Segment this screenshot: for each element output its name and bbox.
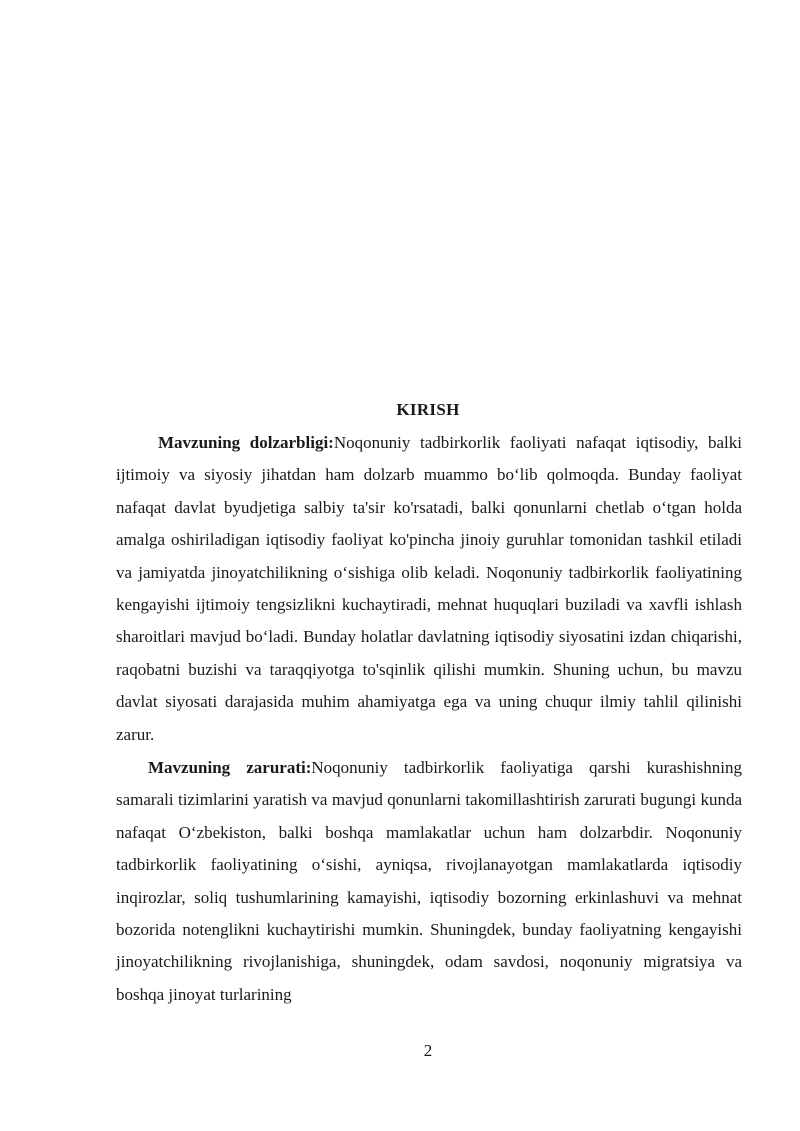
paragraph-text: Noqonuniy tadbirkorlik faoliyati nafaqat iqtisodiy, balki ijtimoiy va siyosiy jihatdan ham dolzarb muammo bo‘lib qolmoqda. Bunday faoliyat nafaqat davlat byudjetiga salbiy ta'sir ko'rsatadi, balki qonunlarni chetlab o‘tgan holda amalga oshiriladigan iqtisodiy faoliyat ko'pincha jinoiy guruhlar tomonidan tashkil etiladi va jamiyatda jinoyatchilikning o‘sishiga olib keladi. Noqonuniy tadbirkorlik faoliyatining kengayishi ijtimoiy tengsizlikni kuchaytiradi, mehnat huquqlari buziladi va xavfli ishlash sharoitlari mavjud bo‘ladi. Bunday holatlar davlatning iqtisodiy siyosatini izdan chiqarishi, raqobatni buzishi va taraqqiyotga to'sqinlik qilishi mumkin. Shuning uchun, bu mavzu davlat siyosati darajasida muhim ahamiyatga ega va uning chuqur ilmiy tahlil qilinishi zarur. — [116, 433, 743, 744]
section-heading: KIRISH — [396, 400, 460, 419]
paragraph-lead: Mavzuning dolzarbligi: — [158, 433, 334, 452]
paragraph-lead: Mavzuning zarurati: — [148, 758, 312, 777]
paragraph-text: Noqonuniy tadbirkorlik faoliyatiga qarshi kurashishning samarali tizimlarini yaratish va mavjud qonunlarni takomillashtirish zarurati bugungi kunda nafaqat O‘zbekiston, balki boshqa mamlakatlar uchun ham dolzarbdir. Noqonuniy tadbirkorlik faoliyatining o‘sishi, ayniqsa, rivojlanayotgan mamlakatlarda iqtisodiy inqirozlar, soliq tushumlarining kamayishi, iqtisodiy bozorning erkinlashuvi va mehnat bozorida notenglikni kuchaytirishi mumkin. Shuningdek, bunday faoliyatning kengayishi jinoyatchilikning rivojlanishiga, shuningdek, odam savdosi, noqonuniy migratsiya va boshqa jinoyat turlarining — [116, 758, 742, 1004]
page-number: 2 — [423, 1041, 433, 1060]
paragraph-relevance — [116, 427, 742, 751]
paragraph-necessity — [116, 752, 742, 1011]
